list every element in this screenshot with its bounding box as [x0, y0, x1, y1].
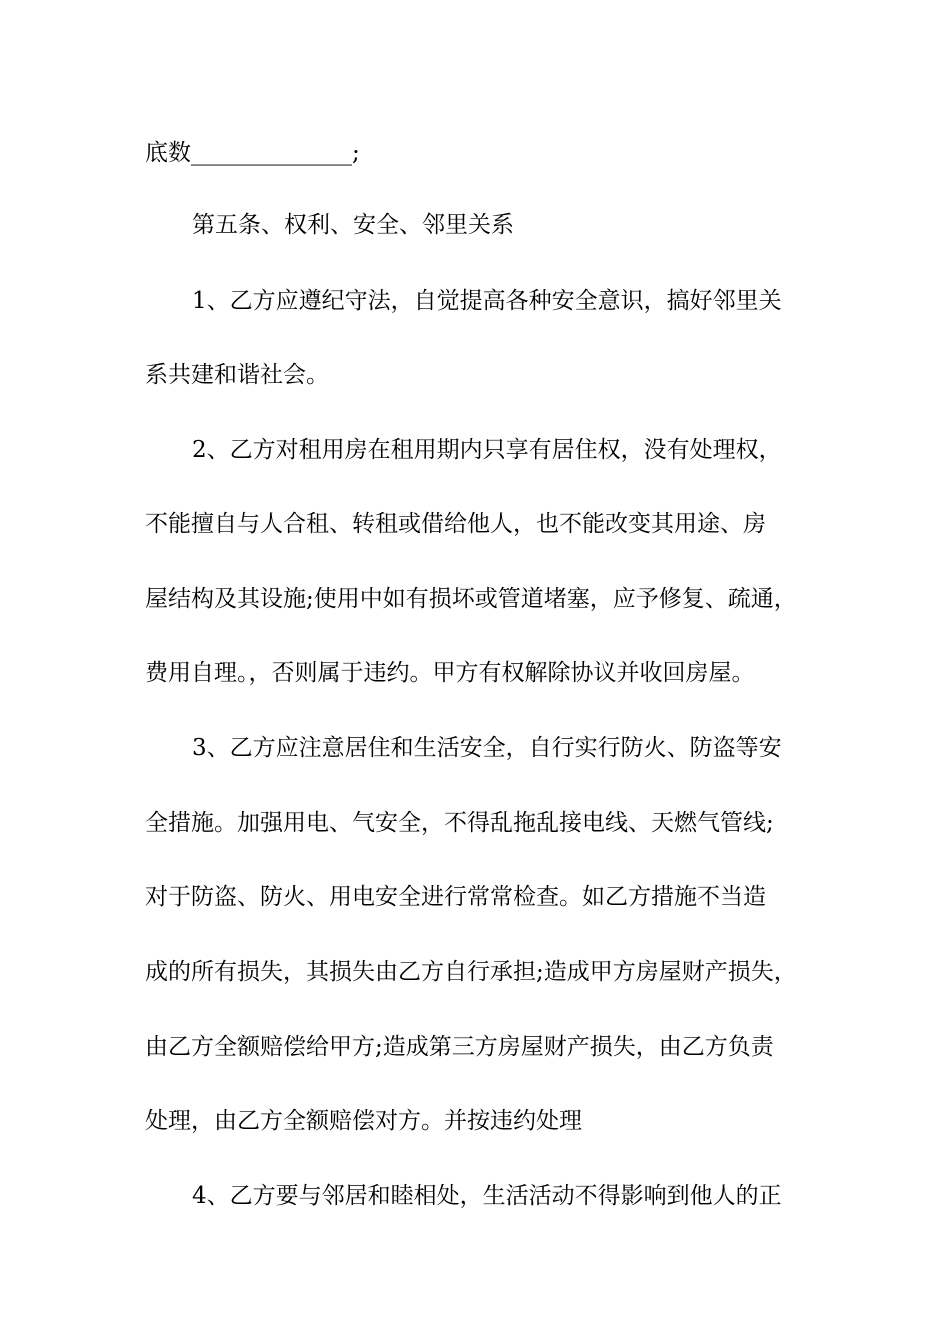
paragraph-1-line-2: 系共建和谐社会。: [145, 362, 329, 388]
section-heading-article-5: 第五条、权利、安全、邻里关系: [192, 212, 514, 238]
paragraph-3-line-1: 3、乙方应注意居住和生活安全，自行实行防火、防盗等安: [192, 735, 782, 761]
paragraph-2-line-4: 费用自理。，否则属于违约。甲方有权解除协议并收回房屋。: [145, 660, 755, 686]
paragraph-2-line-2: 不能擅自与人合租、转租或借给他人，也不能改变其用途、房: [145, 511, 766, 537]
paragraph-2-line-3: 屋结构及其设施;使用中如有损坏或管道堵塞，应予修复、疏通，: [145, 586, 797, 612]
paragraph-1-line-1: 1、乙方应遵纪守法，自觉提高各种安全意识，搞好邻里关: [192, 288, 782, 314]
paragraph-2-line-1: 2、乙方对租用房在租用期内只享有居住权，没有处理权，: [192, 437, 782, 463]
paragraph-4-line-1: 4、乙方要与邻居和睦相处，生活活动不得影响到他人的正: [192, 1183, 782, 1209]
paragraph-3-line-6: 处理，由乙方全额赔偿对方。并按违约处理: [145, 1108, 582, 1134]
paragraph-3-line-4: 成的所有损失，其损失由乙方自行承担;造成甲方房屋财产损失，: [145, 959, 797, 985]
paragraph-3-line-5: 由乙方全额赔偿给甲方;造成第三方房屋财产损失，由乙方负责: [145, 1034, 774, 1060]
paragraph-3-line-2: 全措施。加强用电、气安全，不得乱拖乱接电线、天燃气管线;: [145, 810, 774, 836]
text-line-base-count: 底数______________;: [145, 140, 360, 166]
paragraph-3-line-3: 对于防盗、防火、用电安全进行常常检查。如乙方措施不当造: [145, 884, 766, 910]
